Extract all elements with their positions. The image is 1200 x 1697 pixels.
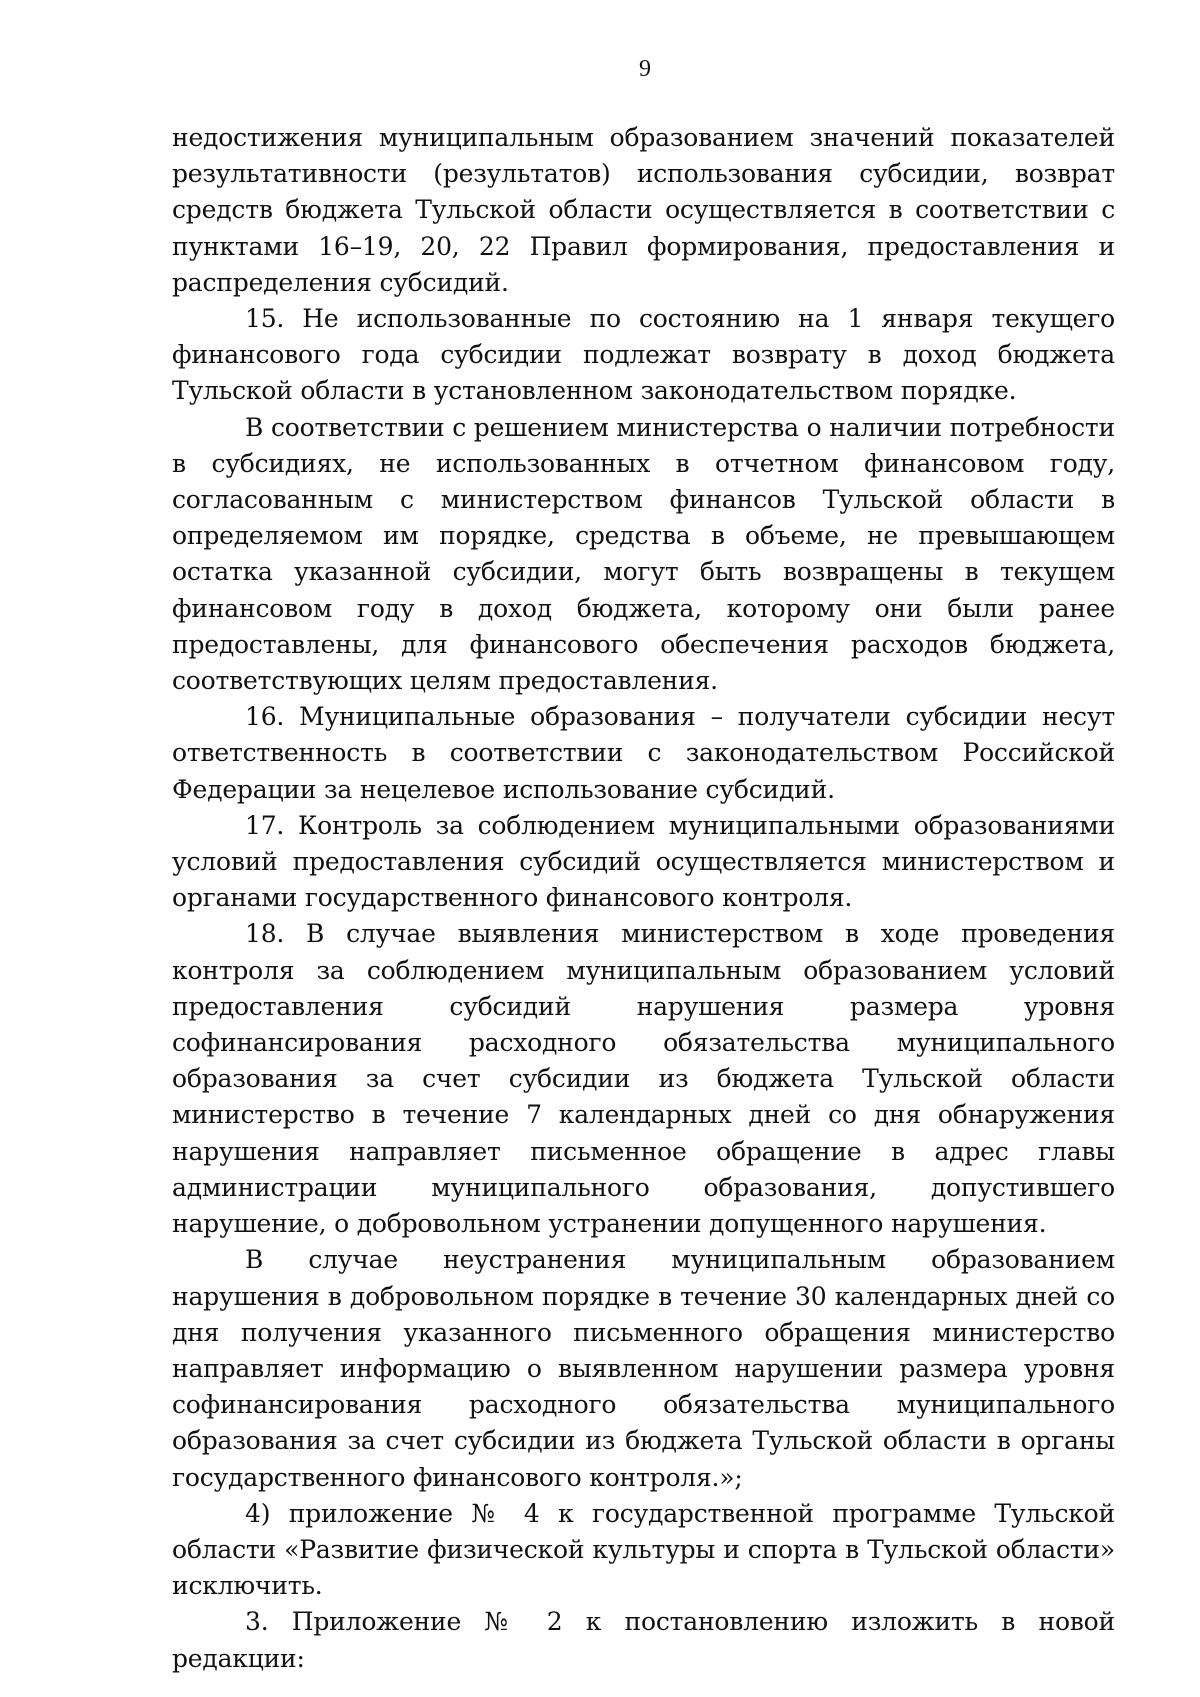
paragraph-item-18-noncompliance: В случае неустранения муниципальным образованием нарушения в добровольном порядке в течение 30 календарных дней со дня получения указанного письменного обращения министерство направляет информацию о выявленном нарушении размера уровня софинансирования расходного обязательства муниципального образования за счет субсидии из бюджета Тульской области в органы государственного финансового контроля.»; (172, 1245, 1115, 1492)
paragraph-item-15: 15. Не использованные по состоянию на 1 января текущего финансового года субсидии подлежат возврату в доход бюджета Тульской области в установленном законодательством порядке. (172, 304, 1115, 406)
paragraph-item-3: 3. Приложение № 2 к постановлению изложить в новой редакции: (172, 1607, 1115, 1673)
paragraph-item-16: 16. Муниципальные образования – получатели субсидии несут ответственность в соответствии с законодательством Российской Федерации за нецелевое использование субсидий. (172, 702, 1115, 804)
paragraph-item-17: 17. Контроль за соблюдением муниципальными образованиями условий предоставления субсидий осуществляется министерством и органами государственного финансового контроля. (172, 810, 1115, 913)
page-number: 9 (639, 56, 651, 82)
document-body (172, 120, 1115, 1677)
paragraph-item-15-return: В соответствии с решением министерства о наличии потребности в субсидиях, не использованных в отчетном финансовом году, согласованным с министерством финансов Тульской области в определяемом им порядке, средства в объеме, не превышающем остатка указанной субсидии, могут быть возвращены в текущем финансовом году в доход бюджета, которому они были ранее предоставлены, для финансового обеспечения расходов бюджета, соответствующих целям предоставления. (172, 412, 1115, 696)
paragraph-item-18: 18. В случае выявления министерством в ходе проведения контроля за соблюдением муниципальным образованием условий предоставления субсидий нарушения размера уровня софинансирования расходного обязательства муниципального образования за счет субсидии из бюджета Тульской области министерство в течение 7 календарных дней со дня обнаружения нарушения направляет письменное обращение в адрес главы администрации муниципального образования, допустившего нарушение, о добровольном устранении допущенного нарушения. (172, 919, 1115, 1239)
paragraph-continuation: недостижения муниципальным образованием значений показателей результативности (результатов) использования субсидии, возврат средств бюджета Тульской области осуществляется в соответствии с пунктами 16–19, 20, 22 Правил формирования, предоставления и распределения субсидий. (172, 123, 1115, 297)
paragraph-subitem-4: 4) приложение № 4 к государственной программе Тульской области «Развитие физической культуры и спорта в Тульской области» исключить. (172, 1498, 1115, 1601)
